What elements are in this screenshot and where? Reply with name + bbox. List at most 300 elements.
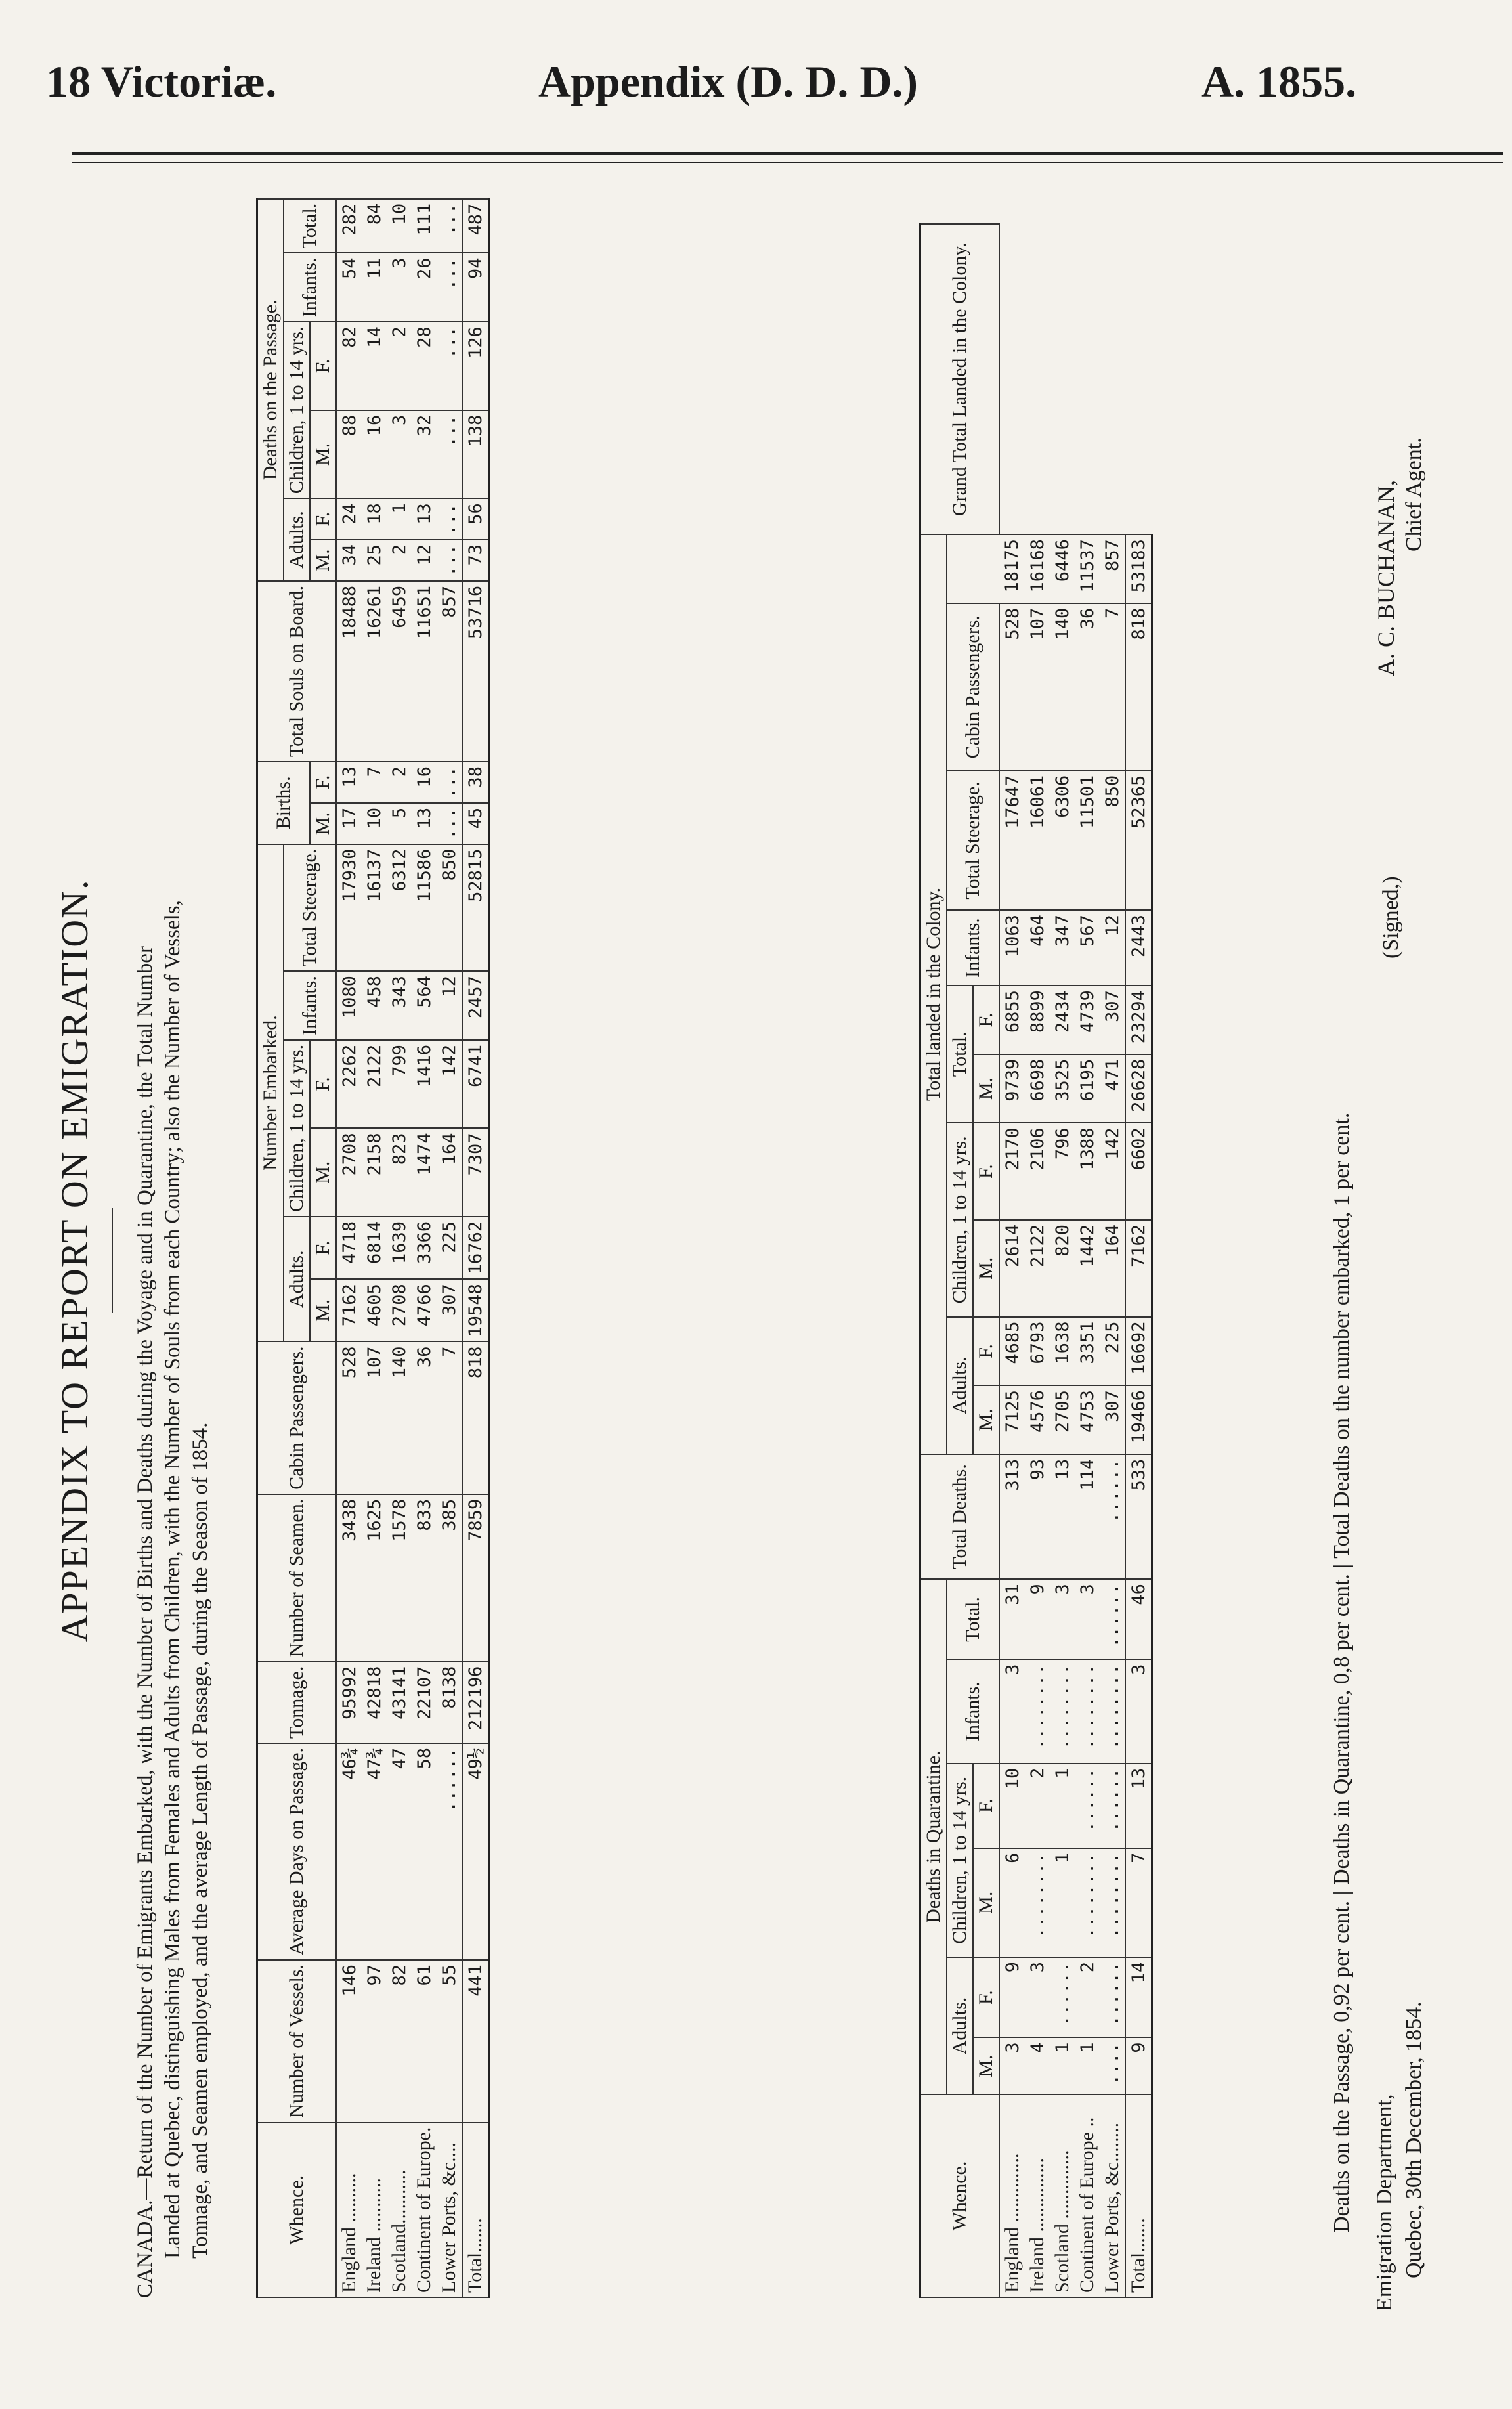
cell-tonnage: 8138 (437, 1662, 462, 1743)
cell-qaf: 3 (1025, 1957, 1050, 2037)
cell-ltf: 6855 (999, 986, 1025, 1054)
col-seamen: Number of Seamen. (257, 1494, 337, 1662)
cell-tdeaths: 93 (1025, 1454, 1050, 1579)
cell-lsteer: 850 (1100, 771, 1125, 910)
col-whence: Whence. (920, 2094, 1000, 2297)
cell-inf: 564 (412, 971, 437, 1040)
cell-dtot: ... (437, 199, 462, 253)
row-label: Ireland ............... (1025, 2094, 1050, 2297)
cell-lcf: 2106 (1025, 1123, 1050, 1220)
cell-qcf: 1 (1050, 1764, 1075, 1848)
return-caption (131, 223, 214, 2298)
col-whence: Whence. (257, 2123, 337, 2297)
cell-qcf: ...... (1100, 1764, 1125, 1848)
cell-bm: 10 (362, 803, 387, 844)
cell-am: 2708 (387, 1279, 412, 1341)
cell-qaf: 14 (1125, 1957, 1152, 2037)
caption-line-1: CANADA.—Return of the Number of Emigrants Embarked, with the Number of Births and Deaths during the Voyage and in Quarantine, the Total Number (133, 946, 157, 2298)
cell-dinf: 3 (387, 253, 412, 322)
cell-lcabin: 107 (1025, 603, 1050, 771)
cell-lcabin: 818 (1125, 603, 1152, 771)
cell-bm: ... (437, 803, 462, 844)
cell-af: 6814 (362, 1217, 387, 1279)
h-m: M. (310, 803, 336, 844)
cell-qtot: 31 (999, 1579, 1025, 1659)
cell-bm: 5 (387, 803, 412, 844)
cell-tdeaths: 533 (1125, 1454, 1152, 1579)
cell-ltm: 6195 (1075, 1054, 1100, 1123)
cell-days: 46¾ (336, 1743, 362, 1960)
h-m: M. (310, 540, 336, 581)
group-quarantine: Deaths in Quarantine. (920, 1579, 947, 2094)
cell-dinf: 26 (412, 253, 437, 322)
cell-dcm: 3 (387, 410, 412, 499)
cell-qcf: ...... (1075, 1764, 1100, 1848)
row-label: Scotland .............. (1050, 2094, 1075, 2297)
cell-qinf: ........ (1050, 1660, 1075, 1764)
cell-ltf: 307 (1100, 986, 1125, 1054)
group-births: Births. (257, 762, 311, 844)
cell-lsteer: 16061 (1025, 771, 1050, 910)
cell-steer: 6312 (387, 844, 412, 972)
col-cabin: Cabin Passengers. (257, 1341, 337, 1494)
landed-table (919, 223, 1153, 2298)
cell-days: 49½ (462, 1743, 489, 1960)
cell-cabin: 107 (362, 1341, 387, 1494)
cell-dcm: 138 (462, 410, 489, 499)
row-label: Scotland........... (387, 2123, 412, 2297)
row-label: England .............. (999, 2094, 1025, 2297)
cell-qaf: ...... (1100, 1957, 1125, 2037)
cell-af: 16762 (462, 1217, 489, 1279)
cell-qam: 4 (1025, 2037, 1050, 2094)
cell-qcm: 7 (1125, 1848, 1152, 1957)
cell-dam: 34 (336, 540, 362, 581)
cell-vessels: 55 (437, 1960, 462, 2123)
cell-inf: 458 (362, 971, 387, 1040)
cell-linf: 2443 (1125, 910, 1152, 986)
caption-line-3: Tonnage, and Seamen employed, and the average Length of Passage, during the Season of 1854. (188, 1422, 212, 2259)
h-f: F. (973, 1317, 999, 1386)
cell-lam: 4576 (1025, 1385, 1050, 1454)
cell-cm: 164 (437, 1128, 462, 1217)
cell-qinf: 3 (1125, 1660, 1152, 1764)
group-embarked: Number Embarked. (257, 844, 284, 1342)
cell-lam: 307 (1100, 1385, 1125, 1454)
cell-qam: .... (1100, 2037, 1125, 2094)
h-m: M. (973, 1848, 999, 1957)
cell-dcf: 14 (362, 322, 387, 410)
header-right: A. 1855. (1201, 56, 1357, 106)
cell-seamen: 1625 (362, 1494, 387, 1662)
cell-steer: 850 (437, 844, 462, 972)
sub-l-children: Children, 1 to 14 yrs. (947, 1123, 973, 1316)
group-deaths: Deaths on the Passage. (257, 199, 284, 581)
cell-souls: 11651 (412, 581, 437, 762)
emigration-table (256, 198, 490, 2298)
cell-lcabin: 7 (1100, 603, 1125, 771)
emigration-table-body (336, 199, 489, 2297)
cell-vessels: 97 (362, 1960, 387, 2123)
col-steerage: Total Steerage. (284, 844, 336, 972)
h-f: F. (310, 1040, 336, 1129)
cell-qam: 9 (1125, 2037, 1152, 2094)
group-landed: Total landed in the Colony. (920, 534, 947, 1454)
cell-laf: 6793 (1025, 1317, 1050, 1386)
cell-vessels: 441 (462, 1960, 489, 2123)
sub-death-adults: Adults. (284, 498, 310, 581)
cell-lcf: 1388 (1075, 1123, 1100, 1220)
cell-cm: 2158 (362, 1128, 387, 1217)
cell-dinf: ... (437, 253, 462, 322)
col-days: Average Days on Passage. (257, 1743, 337, 1960)
cell-lam: 19466 (1125, 1385, 1152, 1454)
table-total-row (462, 199, 489, 2297)
cell-lcm: 164 (1100, 1220, 1125, 1317)
cell-days: ...... (437, 1743, 462, 1960)
cell-dam: 73 (462, 540, 489, 581)
cell-dcf: ... (437, 322, 462, 410)
cell-tonnage: 42818 (362, 1662, 387, 1743)
cell-cf: 2122 (362, 1040, 387, 1129)
cell-lcabin: 140 (1050, 603, 1075, 771)
landed-table-body (999, 224, 1152, 2297)
cell-qcm: ........ (1025, 1848, 1050, 1957)
row-label: Total....... (462, 2123, 489, 2297)
cell-dam: 2 (387, 540, 412, 581)
cell-seamen: 7859 (462, 1494, 489, 1662)
cell-qam: 3 (999, 2037, 1025, 2094)
cell-inf: 343 (387, 971, 412, 1040)
header-center: Appendix (D. D. D.) (538, 56, 918, 106)
cell-dtot: 84 (362, 199, 387, 253)
cell-bm: 17 (336, 803, 362, 844)
cell-cf: 6741 (462, 1040, 489, 1129)
cell-am: 19548 (462, 1279, 489, 1341)
cell-tdeaths: 313 (999, 1454, 1025, 1579)
cell-tonnage: 43141 (387, 1662, 412, 1743)
cell-tdeaths: 114 (1075, 1454, 1100, 1579)
col-grand-total: Grand Total Landed in the Colony. (920, 224, 1000, 534)
cell-grand: 53183 (1125, 534, 1152, 603)
sub-children: Children, 1 to 14 yrs. (284, 1040, 310, 1217)
cell-tonnage: 95992 (336, 1662, 362, 1743)
cell-days: 47¾ (362, 1743, 387, 1960)
sub-adults: Adults. (284, 1217, 310, 1342)
sub-l-total: Total. (947, 986, 973, 1123)
cell-souls: 18488 (336, 581, 362, 762)
signed-mark: (Signed,) (1379, 876, 1403, 959)
sub-q-children: Children, 1 to 14 yrs. (947, 1764, 973, 1957)
table-row (362, 199, 387, 2297)
cell-qaf: 2 (1075, 1957, 1100, 2037)
cell-cabin: 528 (336, 1341, 362, 1494)
col-q-infants: Infants. (947, 1660, 999, 1764)
cell-qcf: 10 (999, 1764, 1025, 1848)
row-label: Lower Ports, &c........ (1100, 2094, 1125, 2297)
cell-bf: 2 (387, 762, 412, 803)
row-label: Ireland ........... (362, 2123, 387, 2297)
cell-dtot: 487 (462, 199, 489, 253)
cell-bf: ... (437, 762, 462, 803)
cell-ltm: 26628 (1125, 1054, 1152, 1123)
h-m: M. (310, 1279, 336, 1341)
cell-qtot: 3 (1075, 1579, 1100, 1659)
cell-tonnage: 212196 (462, 1662, 489, 1743)
table-row (1100, 224, 1125, 2297)
cell-laf: 1638 (1050, 1317, 1075, 1386)
cell-steer: 16137 (362, 844, 387, 972)
cell-tonnage: 22107 (412, 1662, 437, 1743)
cell-qcm: 1 (1050, 1848, 1075, 1957)
cell-laf: 4685 (999, 1317, 1025, 1386)
cell-lam: 7125 (999, 1385, 1025, 1454)
death-rates-note: Deaths on the Passage, 0,92 per cent. | Deaths in Quarantine, 0,8 per cent. | Total Deaths on the number embarked, 1 per cent. (1329, 1112, 1354, 2232)
cell-daf: 1 (387, 498, 412, 540)
cell-lam: 4753 (1075, 1385, 1100, 1454)
cell-souls: 16261 (362, 581, 387, 762)
cell-steer: 52815 (462, 844, 489, 972)
cell-steer: 17930 (336, 844, 362, 972)
h-f: F. (310, 322, 336, 410)
cell-grand: 16168 (1025, 534, 1050, 603)
cell-cabin: 140 (387, 1341, 412, 1494)
cell-dam: 25 (362, 540, 387, 581)
cell-dcm: 88 (336, 410, 362, 499)
h-f: F. (973, 986, 999, 1054)
cell-lcf: 6602 (1125, 1123, 1152, 1220)
table-row (1025, 224, 1050, 2297)
header-rule-thin (72, 162, 1503, 163)
table-row (1050, 224, 1075, 2297)
cell-cf: 2262 (336, 1040, 362, 1129)
cell-inf: 1080 (336, 971, 362, 1040)
cell-cabin: 36 (412, 1341, 437, 1494)
cell-seamen: 833 (412, 1494, 437, 1662)
cell-cf: 799 (387, 1040, 412, 1129)
cell-ltm: 3525 (1050, 1054, 1075, 1123)
cell-qcf: 2 (1025, 1764, 1050, 1848)
cell-qtot: 46 (1125, 1579, 1152, 1659)
cell-laf: 3351 (1075, 1317, 1100, 1386)
row-label: Total....... (1125, 2094, 1152, 2297)
cell-daf: 13 (412, 498, 437, 540)
h-f: F. (310, 1217, 336, 1279)
table-row (1075, 224, 1100, 2297)
signer-name: A. C. BUCHANAN, (1373, 479, 1399, 676)
cell-lcm: 1442 (1075, 1220, 1100, 1317)
cell-dtot: 111 (412, 199, 437, 253)
cell-cf: 142 (437, 1040, 462, 1129)
col-l-infants: Infants. (947, 910, 999, 986)
cell-lsteer: 52365 (1125, 771, 1152, 910)
cell-seamen: 3438 (336, 1494, 362, 1662)
cell-linf: 1063 (999, 910, 1025, 986)
sub-death-children: Children, 1 to 14 yrs. (284, 322, 310, 498)
date-line: Quebec, 30th December, 1854. (1402, 2001, 1426, 2278)
cell-dcf: 126 (462, 322, 489, 410)
cell-lcabin: 528 (999, 603, 1025, 771)
col-infants: Infants. (284, 971, 336, 1040)
h-f: F. (973, 1957, 999, 2037)
cell-lam: 2705 (1050, 1385, 1075, 1454)
cell-grand: 18175 (999, 534, 1025, 603)
title-divider (112, 1208, 113, 1313)
cell-ltm: 9739 (999, 1054, 1025, 1123)
row-label: Continent of Europe .. (1075, 2094, 1100, 2297)
cell-souls: 53716 (462, 581, 489, 762)
cell-lsteer: 11501 (1075, 771, 1100, 910)
cell-qcm: ........ (1100, 1848, 1125, 1957)
cell-dcm: 16 (362, 410, 387, 499)
cell-cm: 7307 (462, 1128, 489, 1217)
cell-af: 225 (437, 1217, 462, 1279)
row-label: Continent of Europe. (412, 2123, 437, 2297)
row-label: England .......... (336, 2123, 362, 2297)
cell-days: 58 (412, 1743, 437, 1960)
cell-dtot: 282 (336, 199, 362, 253)
cell-cm: 1474 (412, 1128, 437, 1217)
signer-title: Chief Agent. (1402, 437, 1426, 552)
cell-vessels: 61 (412, 1960, 437, 2123)
cell-cm: 2708 (336, 1128, 362, 1217)
cell-qtot: 9 (1025, 1579, 1050, 1659)
cell-tdeaths: ...... (1100, 1454, 1125, 1579)
cell-lcm: 820 (1050, 1220, 1075, 1317)
cell-souls: 6459 (387, 581, 412, 762)
table-row (437, 199, 462, 2297)
cell-laf: 225 (1100, 1317, 1125, 1386)
cell-lsteer: 17647 (999, 771, 1025, 910)
cell-linf: 567 (1075, 910, 1100, 986)
cell-seamen: 1578 (387, 1494, 412, 1662)
cell-dcm: ... (437, 410, 462, 499)
table-row (387, 199, 412, 2297)
cell-dam: 12 (412, 540, 437, 581)
cell-inf: 12 (437, 971, 462, 1040)
h-m: M. (310, 1128, 336, 1217)
rotated-page-body (46, 184, 1477, 2337)
cell-vessels: 146 (336, 1960, 362, 2123)
col-souls: Total Souls on Board. (257, 581, 337, 762)
h-m: M. (973, 1385, 999, 1454)
col-total-deaths: Total Deaths. (920, 1454, 1000, 1579)
header-left: 18 Victoriæ. (46, 56, 277, 106)
cell-dtot: 10 (387, 199, 412, 253)
cell-bf: 13 (336, 762, 362, 803)
department-line: Emigration Department, (1372, 2094, 1396, 2311)
cell-dinf: 94 (462, 253, 489, 322)
cell-lcm: 7162 (1125, 1220, 1152, 1317)
col-tonnage: Tonnage. (257, 1662, 337, 1743)
sub-l-adults: Adults. (947, 1317, 973, 1454)
cell-ltf: 2434 (1050, 986, 1075, 1054)
cell-tdeaths: 13 (1050, 1454, 1075, 1579)
page-header (0, 56, 1512, 135)
cell-cabin: 818 (462, 1341, 489, 1494)
cell-qinf: ........ (1025, 1660, 1050, 1764)
cell-ltf: 23294 (1125, 986, 1152, 1054)
cell-vessels: 82 (387, 1960, 412, 2123)
cell-qinf: 3 (999, 1660, 1025, 1764)
cell-linf: 464 (1025, 910, 1050, 986)
col-death-infants: Infants. (284, 253, 336, 322)
cell-am: 307 (437, 1279, 462, 1341)
col-q-total: Total. (947, 1579, 999, 1659)
cell-bm: 13 (412, 803, 437, 844)
cell-lcm: 2122 (1025, 1220, 1050, 1317)
col-l-cabin: Cabin Passengers. (947, 603, 999, 771)
cell-dcf: 2 (387, 322, 412, 410)
h-m: M. (973, 1220, 999, 1317)
cell-lsteer: 6306 (1050, 771, 1075, 910)
cell-lcf: 2170 (999, 1123, 1025, 1220)
cell-bf: 7 (362, 762, 387, 803)
cell-bm: 45 (462, 803, 489, 844)
cell-ltm: 471 (1100, 1054, 1125, 1123)
cell-daf: ... (437, 498, 462, 540)
cell-seamen: 385 (437, 1494, 462, 1662)
h-m: M. (310, 410, 336, 499)
cell-qinf: ........ (1100, 1660, 1125, 1764)
h-f: F. (310, 498, 336, 540)
h-f: F. (310, 762, 336, 803)
h-m: M. (973, 2037, 999, 2094)
cell-qam: 1 (1075, 2037, 1100, 2094)
cell-lcm: 2614 (999, 1220, 1025, 1317)
cell-qcm: ........ (1075, 1848, 1100, 1957)
cell-af: 1639 (387, 1217, 412, 1279)
cell-daf: 18 (362, 498, 387, 540)
cell-lcabin: 36 (1075, 603, 1100, 771)
cell-daf: 56 (462, 498, 489, 540)
table-row (999, 224, 1025, 2297)
cell-am: 4605 (362, 1279, 387, 1341)
cell-am: 7162 (336, 1279, 362, 1341)
cell-bf: 16 (412, 762, 437, 803)
col-death-total: Total. (284, 199, 336, 253)
cell-linf: 12 (1100, 910, 1125, 986)
cell-qaf: ...... (1050, 1957, 1075, 2037)
cell-dinf: 54 (336, 253, 362, 322)
cell-qtot: 3 (1050, 1579, 1075, 1659)
col-l-steerage: Total Steerage. (947, 771, 999, 910)
cell-cm: 823 (387, 1128, 412, 1217)
cell-inf: 2457 (462, 971, 489, 1040)
cell-cf: 1416 (412, 1040, 437, 1129)
row-label: Lower Ports, &c.... (437, 2123, 462, 2297)
cell-qcm: 6 (999, 1848, 1025, 1957)
cell-af: 4718 (336, 1217, 362, 1279)
cell-qam: 1 (1050, 2037, 1075, 2094)
cell-af: 3366 (412, 1217, 437, 1279)
cell-steer: 11586 (412, 844, 437, 972)
cell-lcf: 142 (1100, 1123, 1125, 1220)
cell-lcf: 796 (1050, 1123, 1075, 1220)
cell-grand: 11537 (1075, 534, 1100, 603)
cell-ltf: 8899 (1025, 986, 1050, 1054)
cell-qtot: ...... (1100, 1579, 1125, 1659)
page-title: APPENDIX TO REPORT ON EMIGRATION. (53, 879, 96, 1643)
sub-q-adults: Adults. (947, 1957, 973, 2094)
cell-cabin: 7 (437, 1341, 462, 1494)
caption-line-2: Landed at Quebec, distinguishing Males from Females and Adults from Children, with the Number of Souls from each Country; also the Number of Vessels, (161, 900, 184, 2259)
cell-souls: 857 (437, 581, 462, 762)
cell-qinf: ........ (1075, 1660, 1100, 1764)
cell-am: 4766 (412, 1279, 437, 1341)
cell-ltf: 4739 (1075, 986, 1100, 1054)
table-row (412, 199, 437, 2297)
